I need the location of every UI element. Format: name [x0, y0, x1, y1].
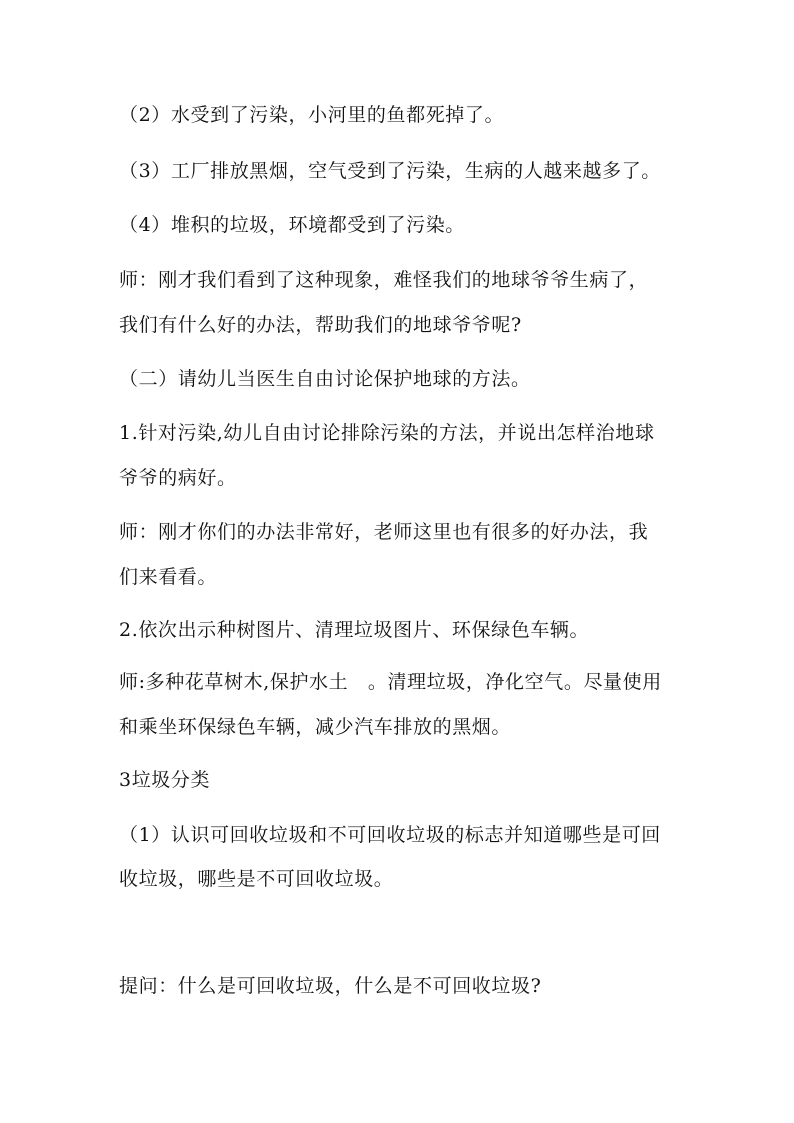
paragraph-line: 和乘坐环保绿色车辆，减少汽车排放的黑烟。 [119, 716, 512, 738]
paragraph-line: 师:多种花草树木,保护水土 。清理垃圾，净化空气。尽量使用 [119, 671, 662, 693]
paragraph-line: 2.依次出示种树图片、清理垃圾图片、环保绿色车辆。 [119, 619, 590, 641]
paragraph-line: （2）水受到了污染，小河里的鱼都死掉了。 [119, 104, 505, 126]
paragraph-line: 收垃圾，哪些是不可回收垃圾。 [119, 868, 394, 890]
paragraph-line: （3）工厂排放黑烟，空气受到了污染，生病的人越来越多了。 [119, 160, 661, 182]
paragraph-line: 1.针对污染,幼儿自由讨论排除污染的方法，并说出怎样治地球 [119, 422, 655, 444]
section-heading: （二）请幼儿当医生自由讨论保护地球的方法。 [119, 368, 531, 390]
paragraph-line: 们来看看。 [119, 566, 218, 588]
paragraph-line: 3垃圾分类 [119, 769, 211, 791]
paragraph-line: 爷爷的病好。 [119, 467, 237, 489]
paragraph-line: 师：刚才我们看到了这种现象，难怪我们的地球爷爷生病了， [119, 269, 649, 291]
paragraph-line: 师：刚才你们的办法非常好，老师这里也有很多的好办法，我 [119, 521, 649, 543]
paragraph-line: 我们有什么好的办法，帮助我们的地球爷爷呢? [119, 314, 522, 336]
paragraph-line: （1）认识可回收垃圾和不可回收垃圾的标志并知道哪些是可回 [119, 824, 661, 846]
paragraph-line: （4）堆积的垃圾，环境都受到了污染。 [119, 214, 465, 236]
paragraph-line: 提问：什么是可回收垃圾，什么是不可回收垃圾? [119, 975, 542, 997]
